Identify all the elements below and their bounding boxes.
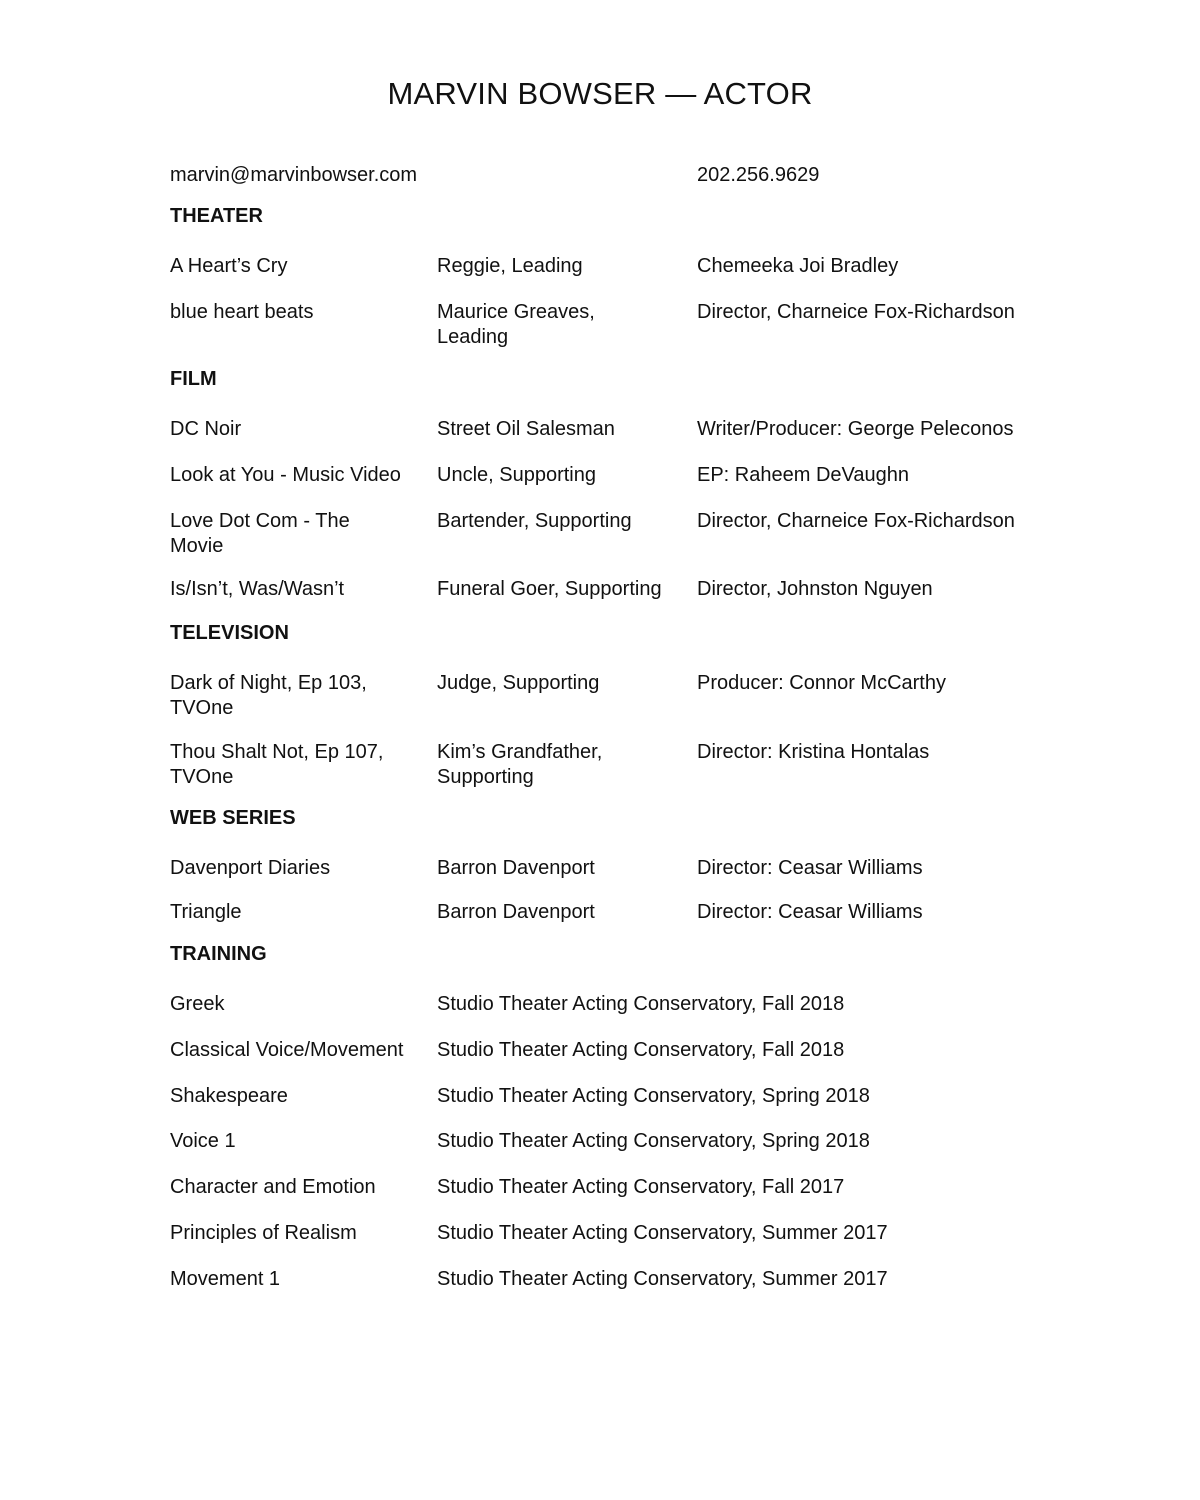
film-row-4-credit: Director, Johnston Nguyen — [697, 578, 933, 600]
film-row-4-role: Funeral Goer, Supporting — [437, 578, 662, 600]
film-row-2-role: Uncle, Supporting — [437, 464, 596, 486]
film-row-1-title: DC Noir — [170, 418, 242, 440]
television-row-2-credit: Director: Kristina Hontalas — [697, 741, 930, 763]
training-row-3-course: Shakespeare — [170, 1085, 288, 1107]
film-row-2-credit: EP: Raheem DeVaughn — [697, 464, 909, 486]
film-row-3-credit: Director, Charneice Fox-Richardson — [697, 510, 1015, 532]
web-series-row-2-role: Barron Davenport — [437, 901, 595, 923]
television-row-1-credit: Producer: Connor McCarthy — [697, 672, 946, 694]
film-row-2-title: Look at You - Music Video — [170, 464, 401, 486]
television-row-1-title: Dark of Night, Ep 103, TVOne — [170, 672, 367, 719]
training-row-5-course: Character and Emotion — [170, 1176, 376, 1198]
page-title: MARVIN BOWSER — ACTOR — [387, 76, 813, 111]
training-row-3-detail: Studio Theater Acting Conservatory, Spring 2018 — [437, 1085, 870, 1107]
web-series-row-1-credit: Director: Ceasar Williams — [697, 857, 923, 879]
training-row-2-course: Classical Voice/Movement — [170, 1039, 404, 1061]
television-row-1-role: Judge, Supporting — [437, 672, 600, 694]
training-row-7-course: Movement 1 — [170, 1268, 281, 1290]
phone-number: 202.256.9629 — [697, 164, 820, 186]
section-heading-training: TRAINING — [170, 943, 267, 965]
section-heading-television: TELEVISION — [170, 622, 289, 644]
theater-row-2-credit: Director, Charneice Fox-Richardson — [697, 301, 1015, 323]
training-row-2-detail: Studio Theater Acting Conservatory, Fall 2018 — [437, 1039, 845, 1061]
web-series-row-1-title: Davenport Diaries — [170, 857, 331, 879]
film-row-4-title: Is/Isn’t, Was/Wasn’t — [170, 578, 345, 600]
theater-row-1-title: A Heart’s Cry — [170, 255, 288, 277]
film-row-3-title: Love Dot Com - The Movie — [170, 510, 350, 557]
training-row-5-detail: Studio Theater Acting Conservatory, Fall 2017 — [437, 1176, 845, 1198]
film-row-1-role: Street Oil Salesman — [437, 418, 615, 440]
web-series-row-2-title: Triangle — [170, 901, 242, 923]
theater-row-2-role: Maurice Greaves, Leading — [437, 301, 595, 348]
training-row-4-detail: Studio Theater Acting Conservatory, Spring 2018 — [437, 1130, 870, 1152]
television-row-2-title: Thou Shalt Not, Ep 107, TVOne — [170, 741, 384, 788]
web-series-row-2-credit: Director: Ceasar Williams — [697, 901, 923, 923]
section-heading-theater: THEATER — [170, 205, 263, 227]
film-row-1-credit: Writer/Producer: George Peleconos — [697, 418, 1014, 440]
section-heading-web-series: WEB SERIES — [170, 807, 296, 829]
web-series-row-1-role: Barron Davenport — [437, 857, 595, 879]
training-row-6-course: Principles of Realism — [170, 1222, 357, 1244]
film-row-3-role: Bartender, Supporting — [437, 510, 632, 532]
theater-row-1-role: Reggie, Leading — [437, 255, 583, 277]
theater-row-2-title: blue heart beats — [170, 301, 314, 323]
training-row-1-detail: Studio Theater Acting Conservatory, Fall 2018 — [437, 993, 845, 1015]
training-row-6-detail: Studio Theater Acting Conservatory, Summer 2017 — [437, 1222, 888, 1244]
training-row-1-course: Greek — [170, 993, 225, 1015]
email-address: marvin@marvinbowser.com — [170, 164, 418, 186]
television-row-2-role: Kim’s Grandfather, Supporting — [437, 741, 603, 788]
section-heading-film: FILM — [170, 368, 217, 390]
training-row-7-detail: Studio Theater Acting Conservatory, Summer 2017 — [437, 1268, 888, 1290]
theater-row-1-credit: Chemeeka Joi Bradley — [697, 255, 899, 277]
training-row-4-course: Voice 1 — [170, 1130, 236, 1152]
